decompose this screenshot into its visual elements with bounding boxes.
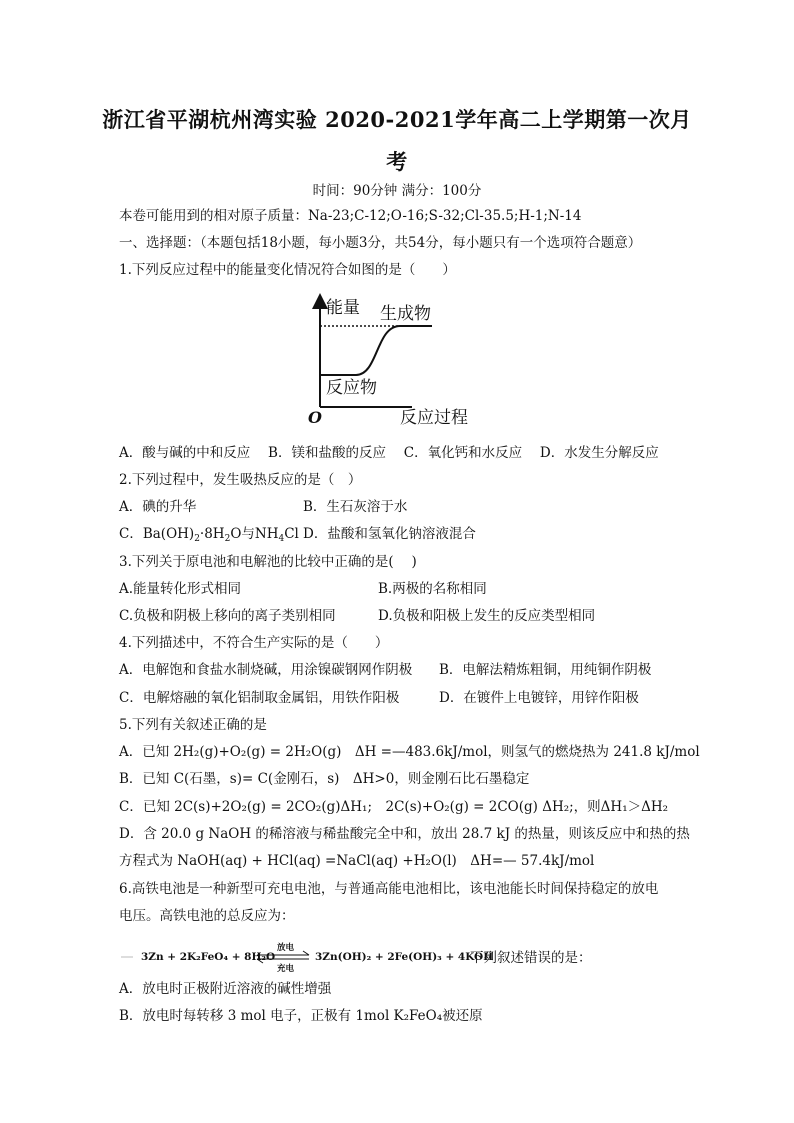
q5-option-d-line1: D．含 20.0 g NaOH 的稀溶液与稀盐酸完全中和，放出 28.7 kJ 的热量，则该反应中和热的热 — [119, 826, 690, 842]
exam-info: 时间：90分钟 满分：100分 — [312, 183, 482, 199]
q6-option-b: B．放电时每转移 3 mol 电子，正极有 1mol K₂FeO₄被还原 — [119, 1008, 483, 1024]
q3-option-a: A.能量转化形式相同 — [119, 581, 242, 597]
q6-equation-tail: 下列叙述错误的是： — [470, 950, 592, 966]
reactant-label: 反应物 — [326, 378, 377, 398]
energy-diagram — [300, 295, 490, 435]
q2-option-a: A．碘的升华 — [119, 499, 197, 515]
section-heading: 一、选择题：（本题包括18小题，每小题3分，共54分，每小题只有一个选项符合题意） — [119, 235, 642, 251]
q2-option-c: C．$Ba(OH)_2\cdot 8H_2O$与$NH_4Cl$ — [119, 526, 299, 544]
q3-option-d: D.负极和阳极上发生的反应类型相同 — [378, 608, 596, 624]
origin-label: O — [308, 408, 322, 427]
q1-options: A．酸与碱的中和反应 B．镁和盐酸的反应 C．氧化钙和水反应 D．水发生分解反应 — [119, 445, 659, 461]
x-axis-label: 反应过程 — [400, 408, 468, 428]
q2-stem: 2.下列过程中，发生吸热反应的是（ ） — [119, 472, 362, 488]
q3-option-b: B.两极的名称相同 — [378, 581, 487, 597]
q4-option-d: D．在镀件上电镀锌，用锌作阳极 — [439, 690, 639, 706]
q6-stem-line2: 电压。高铁电池的总反应为： — [119, 908, 295, 924]
energy-curve — [320, 326, 432, 375]
q5-option-b: B．已知 C(石墨，s)= C(金刚石，s) ΔH>0，则金刚石比石墨稳定 — [119, 771, 530, 787]
q2-option-b: B．生石灰溶于水 — [303, 499, 408, 515]
q4-stem: 4.下列描述中，不符合生产实际的是（ ） — [119, 635, 389, 651]
title-line-1: 浙江省平湖杭州湾实验 2020-2021学年高二上学期第一次月 — [102, 107, 692, 132]
equation-left: 3Zn + 2K₂FeO₄ + 8H₂O — [141, 951, 276, 963]
battery-reaction-equation — [119, 938, 494, 974]
q6-option-a: A．放电时正极附近溶液的碱性增强 — [119, 981, 332, 997]
arrow-label-charge: 充电 — [277, 964, 295, 974]
q3-stem: 3.下列关于原电池和电解池的比较中正确的是( ) — [119, 554, 417, 570]
q3-option-c: C.负极和阴极上移向的离子类别相同 — [119, 608, 336, 624]
q5-stem: 5.下列有关叙述正确的是 — [119, 717, 267, 733]
product-label: 生成物 — [380, 304, 431, 324]
q1-stem: 1.下列反应过程中的能量变化情况符合如图的是（ ） — [119, 262, 456, 278]
q5-option-c: C．已知 2C(s)+2O₂(g) = 2CO₂(g)ΔH₁; 2C(s)+O₂(g) = 2CO(g) ΔH₂;，则ΔH₁＞ΔH₂ — [119, 799, 669, 815]
q5-option-d-line2: 方程式为 NaOH(aq) + HCl(aq) =NaCl(aq) +H₂O(l) ΔH=— 57.4kJ/mol — [119, 853, 595, 869]
q6-stem-line1: 6.高铁电池是一种新型可充电电池，与普通高能电池相比，该电池能长时间保持稳定的放电 — [119, 881, 659, 897]
q4-option-a: A．电解饱和食盐水制烧碱，用涂镍碳钢网作阴极 — [119, 662, 413, 678]
q4-option-c: C．电解熔融的氧化铝制取金属铝，用铁作阳极 — [119, 690, 400, 706]
atomic-masses: 本卷可能用到的相对原子质量：Na-23;C-12;O-16;S-32;Cl-35.5;H-1;N-14 — [119, 208, 582, 224]
title-line-2: 考 — [386, 149, 408, 174]
y-axis-label: 能量 — [326, 298, 360, 318]
q4-option-b: B．电解法精炼粗铜，用纯铜作阴极 — [439, 662, 652, 678]
arrow-label-discharge: 放电 — [277, 943, 295, 953]
equation-right: 3Zn(OH)₂ + 2Fe(OH)₃ + 4KOH — [315, 951, 494, 963]
q5-option-a: A．已知 2H₂(g)+O₂(g) = 2H₂O(g) ΔH =—483.6kJ/mol，则氢气的燃烧热为 241.8 kJ/mol — [119, 744, 700, 760]
q2-option-d: D．盐酸和氢氧化钠溶液混合 — [303, 526, 476, 542]
